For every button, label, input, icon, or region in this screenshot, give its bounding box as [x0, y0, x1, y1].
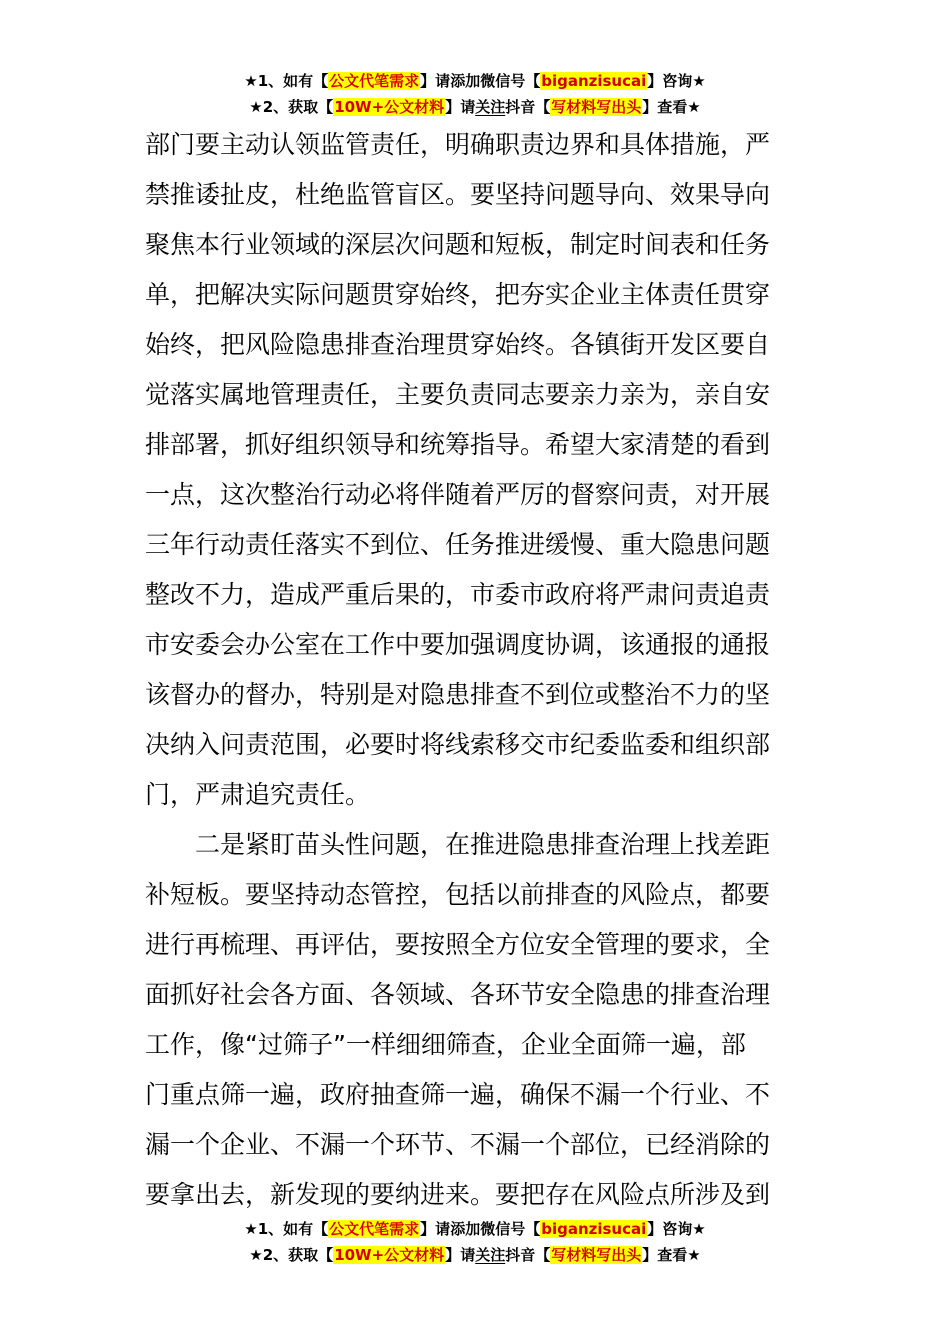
- highlight-text: biganzisucai: [541, 1220, 647, 1238]
- banner-text: ★2、获取【: [249, 1246, 334, 1264]
- banner-text: 】咨询★: [647, 72, 706, 90]
- banner-line-2: [0, 94, 950, 120]
- banner-emphasis: 关注: [475, 1246, 506, 1264]
- body-line: 禁推诿扯皮，杜绝监管盲区。要坚持问题导向、效果导向: [145, 180, 771, 209]
- banner-line-1: [0, 68, 950, 94]
- body-line: 排部署，抓好组织领导和统筹指导。希望大家清楚的看到: [145, 430, 771, 459]
- banner-emphasis: 添加: [450, 1220, 481, 1238]
- body-line: 一点，这次整治行动必将伴随着严厉的督察问责，对开展: [145, 480, 771, 509]
- body-line: 三年行动责任落实不到位、任务推进缓慢、重大隐患问题: [145, 530, 771, 559]
- highlight-text: 公文代笔需求: [329, 1220, 420, 1238]
- body-line: 漏一个企业、不漏一个环节、不漏一个部位，已经消除的: [145, 1130, 771, 1159]
- banner-text: 抖音【: [505, 98, 551, 116]
- highlight-text: biganzisucai: [541, 72, 647, 90]
- footer-banner: [0, 1216, 950, 1268]
- body-line: 门，严肃追究责任。: [145, 780, 371, 809]
- body-line: 面抓好社会各方面、各领域、各环节安全隐患的排查治理: [145, 980, 771, 1009]
- banner-text: 】查看★: [642, 98, 701, 116]
- document-body: [145, 120, 810, 1220]
- banner-line-2: [0, 1242, 950, 1268]
- banner-text: ★2、获取【: [249, 98, 334, 116]
- banner-text: ★1、如有【: [244, 1220, 329, 1238]
- highlight-text: 写材料写出头: [551, 98, 642, 116]
- body-line: 整改不力，造成严重后果的，市委市政府将严肃问责追责: [145, 580, 771, 609]
- banner-text: ★1、如有【: [244, 72, 329, 90]
- banner-text: 】咨询★: [647, 1220, 706, 1238]
- highlight-text: 写材料写出头: [551, 1246, 642, 1264]
- body-line: 决纳入问责范围，必要时将线索移交市纪委监委和组织部: [145, 730, 771, 759]
- body-line: 始终，把风险隐患排查治理贯穿始终。各镇街开发区要自: [145, 330, 771, 359]
- body-line: 补短板。要坚持动态管控，包括以前排查的风险点，都要: [145, 880, 771, 909]
- body-line: 要拿出去，新发现的要纳进来。要把存在风险点所涉及到: [145, 1180, 771, 1209]
- paragraph-start-line: 二是紧盯苗头性问题，在推进隐患排查治理上找差距: [195, 830, 771, 859]
- body-line: 聚焦本行业领域的深层次问题和短板，制定时间表和任务: [145, 230, 771, 259]
- banner-text: 微信号【: [480, 1220, 541, 1238]
- banner-emphasis: 关注: [475, 98, 506, 116]
- header-banner: [0, 68, 950, 120]
- banner-text: 】请: [445, 98, 476, 116]
- highlight-text: 10W+公文材料: [334, 1246, 445, 1264]
- banner-line-1: [0, 1216, 950, 1242]
- banner-text: 】查看★: [642, 1246, 701, 1264]
- banner-text: 微信号【: [480, 72, 541, 90]
- highlight-text: 10W+公文材料: [334, 98, 445, 116]
- banner-text: 】请: [445, 1246, 476, 1264]
- banner-emphasis: 添加: [450, 72, 481, 90]
- body-line: 门重点筛一遍，政府抽查筛一遍，确保不漏一个行业、不: [145, 1080, 771, 1109]
- body-line: 该督办的督办，特别是对隐患排查不到位或整治不力的坚: [145, 680, 771, 709]
- body-line: 进行再梳理、再评估，要按照全方位安全管理的要求，全: [145, 930, 771, 959]
- body-line: 工作，像“过筛子”一样细细筛查，企业全面筛一遍，部: [145, 1030, 746, 1059]
- body-line: 觉落实属地管理责任，主要负责同志要亲力亲为，亲自安: [145, 380, 771, 409]
- body-line: 部门要主动认领监管责任，明确职责边界和具体措施，严: [145, 130, 771, 159]
- banner-text: 】请: [420, 72, 451, 90]
- highlight-text: 公文代笔需求: [329, 72, 420, 90]
- body-line: 单，把解决实际问题贯穿始终，把夯实企业主体责任贯穿: [145, 280, 771, 309]
- banner-text: 】请: [420, 1220, 451, 1238]
- banner-text: 抖音【: [505, 1246, 551, 1264]
- body-line: 市安委会办公室在工作中要加强调度协调，该通报的通报: [145, 630, 771, 659]
